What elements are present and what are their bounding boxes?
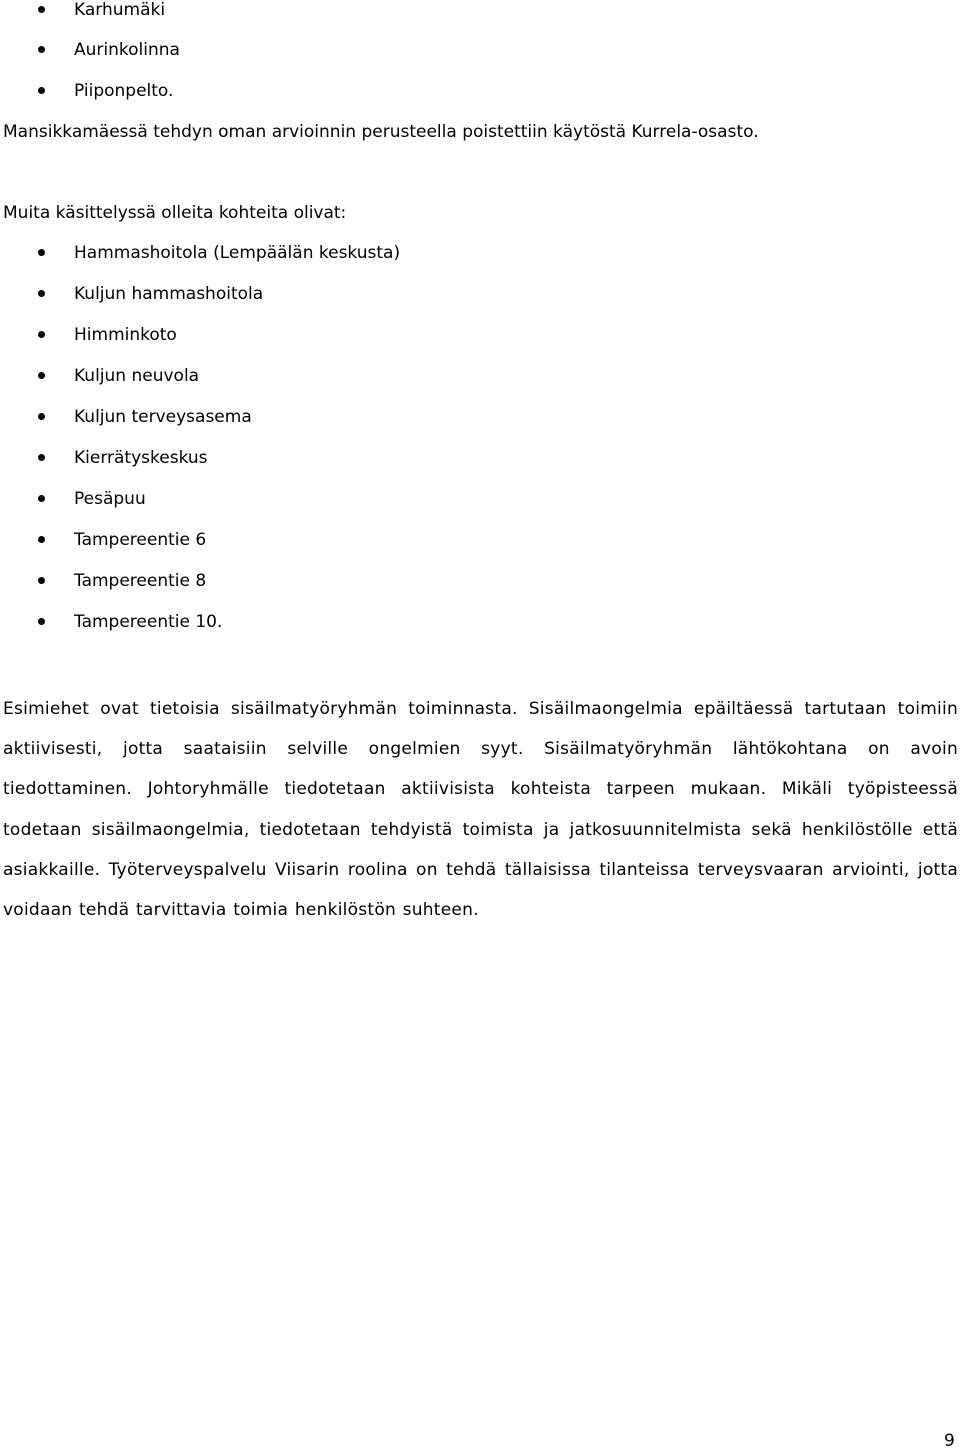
- list-item-text: Pesäpuu: [74, 489, 146, 509]
- bullet-icon: [38, 46, 45, 53]
- bullet-icon: [38, 495, 45, 502]
- list-item-text: Aurinkolinna: [74, 40, 180, 60]
- note-line: Mansikkamäessä tehdyn oman arvioinnin perusteella poistettiin käytöstä Kurrela-osasto.: [3, 122, 759, 142]
- list-item: [74, 0, 165, 23]
- list-item: [74, 240, 400, 266]
- bullet-icon: [38, 413, 45, 420]
- list-item-text: Kierrätyskeskus: [74, 448, 208, 468]
- list-item-text: Tampereentie 8: [74, 571, 207, 591]
- list-item: [74, 37, 180, 63]
- list-item-text: Kuljun hammashoitola: [74, 284, 264, 304]
- bullet-icon: [38, 6, 45, 13]
- bullet-icon: [38, 618, 45, 625]
- list-item-text: Himminkoto: [74, 325, 177, 345]
- bullet-icon: [38, 249, 45, 256]
- list-item-text: Karhumäki: [74, 0, 166, 20]
- body-paragraph: Esimiehet ovat tietoisia sisäilmatyöryhmän toiminnasta. Sisäilmaongelmia epäiltäessä tartutaan toimiin aktiivisesti, jotta saataisiin selville ongelmien syyt. Sisäilmatyöryhmän lähtökohtana on avoin tiedottaminen. Johtoryhmälle tiedotetaan aktiivisista kohteista tarpeen mukaan. Mikäli työpisteessä todetaan sisäilmaongelmia, tiedotetaan tehdyistä toimista ja jatkosuunnitelmista sekä henkilöstölle että asiakkaille. Työterveyspalvelu Viisarin roolina on tehdä tällaisissa tilanteissa terveysvaaran arviointi, jotta voidaan tehdä tarvittavia toimia henkilöstön suhteen.: [3, 699, 958, 921]
- list-item: [74, 78, 173, 104]
- list-item: [74, 609, 222, 635]
- bullet-icon: [38, 290, 45, 297]
- bullet-icon: [38, 372, 45, 379]
- list-item-text: Tampereentie 10.: [74, 612, 223, 632]
- page-number: 9: [944, 1431, 955, 1451]
- bullet-icon: [38, 536, 45, 543]
- bullet-icon: [38, 577, 45, 584]
- list-item: [74, 486, 146, 512]
- bullet-icon: [38, 331, 45, 338]
- list-item: [74, 281, 263, 307]
- list-item: [74, 527, 206, 553]
- list-item-text: Piiponpelto.: [74, 81, 174, 101]
- list-item: [74, 322, 177, 348]
- intro-line: Muita käsittelyssä olleita kohteita olivat:: [3, 203, 347, 223]
- bullet-icon: [38, 87, 45, 94]
- list-item-text: Hammashoitola (Lempäälän keskusta): [74, 243, 401, 263]
- list-item-text: Kuljun neuvola: [74, 366, 200, 386]
- bullet-icon: [38, 454, 45, 461]
- list-item: [74, 404, 252, 430]
- list-item: [74, 568, 206, 594]
- list-item-text: Tampereentie 6: [74, 530, 207, 550]
- list-item: [74, 445, 208, 471]
- list-item-text: Kuljun terveysasema: [74, 407, 252, 427]
- list-item: [74, 363, 199, 389]
